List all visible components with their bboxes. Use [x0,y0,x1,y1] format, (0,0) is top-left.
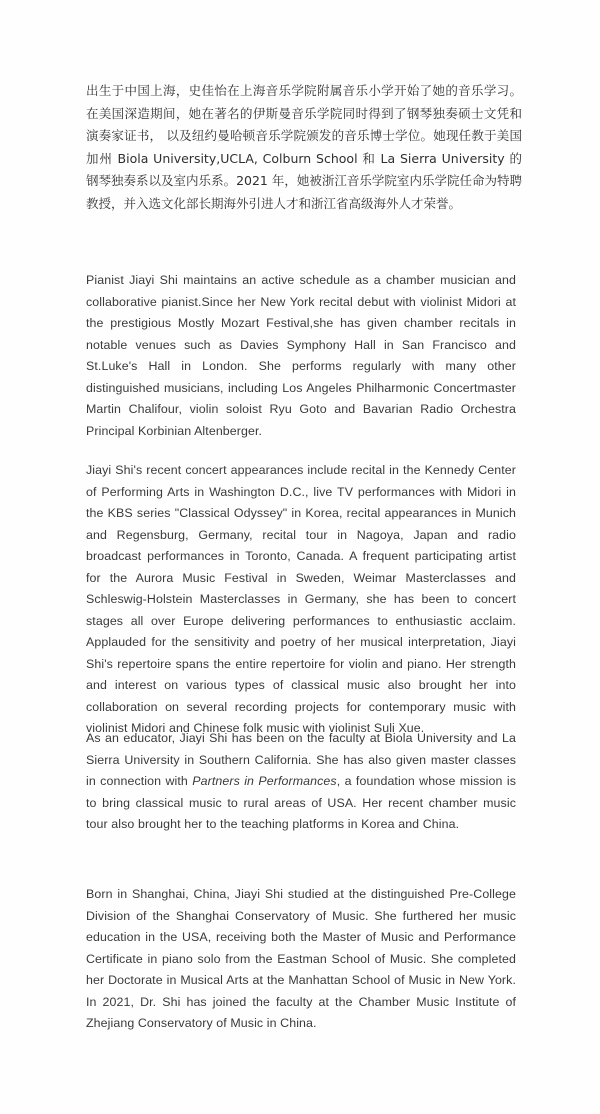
foundation-name: Partners in Performances [192,774,337,788]
english-bio-paragraph-3 [86,728,516,836]
chinese-bio-paragraph: 出生于中国上海，史佳怡在上海音乐学院附属音乐小学开始了她的音乐学习。 在美国深造期间，她在著名的伊斯曼音乐学院同时得到了钢琴独奏硕士文凭和演奏家证书， 以及纽约曼哈顿音乐学院颁发的音乐博士学位。她现任教于美国加州 Biola University,UCLA, Colburn School 和 La Sierra University 的钢琴独奏系以及室内乐系。2021 年，她被浙江音乐学院室内乐学院任命为特聘教授，并入选文化部长期海外引进人才和浙江省高级海外人才荣誉。 [86,83,522,211]
english-bio-paragraph-1: Pianist Jiayi Shi maintains an active schedule as a chamber musician and collaborative pianist.Since her New York recital debut with violinist Midori at the prestigious Mostly Mozart Festival,she has given chamber recitals in notable venues such as Davies Symphony Hall in San Francisco and St.Luke's Hall in London. She performs regularly with many other distinguished musicians, including Los Angeles Philharmonic Concertmaster Martin Chalifour, violin soloist Ryu Goto and Bavarian Radio Orchestra Principal Korbinian Altenberger. [86,273,516,438]
english-bio-paragraph-2: Jiayi Shi's recent concert appearances include recital in the Kennedy Center of Performing Arts in Washington D.C., live TV performances with Midori in the KBS series "Classical Odyssey" in Korea, recital appearances in Munich and Regensburg, Germany, recital tour in Nagoya, Japan and radio broadcast performances in Toronto, Canada. A frequent participating artist for the Aurora Music Festival in Sweden, Weimar Masterclasses and Schleswig-Holstein Masterclasses in Germany, she has been to concert stages all over Europe delivering performances to enthusiastic acclaim. Applauded for the sensitivity and poetry of her musical interpretation, Jiayi Shi's repertoire spans the entire repertoire for violin and piano. Her strength and interest on various types of classical music also brought her into collaboration on several recording projects for contemporary music with violinist Midori and Chinese folk music with violinist Suli Xue. [86,463,516,735]
english-bio-paragraph-4: Born in Shanghai, China, Jiayi Shi studied at the distinguished Pre-College Division of the Shanghai Conservatory of Music. She furthered her music education in the USA, receiving both the Master of Music and Performance Certificate in piano solo from the Eastman School of Music. She completed her Doctorate in Musical Arts at the Manhattan School of Music in New York. In 2021, Dr. Shi has joined the faculty at the Chamber Music Institute of Zhejiang Conservatory of Music in China. [86,887,516,1030]
educator-text-start: As an educator, Jiayi Shi has been on the faculty at Biola University and La Sierra University in Southern California. She has also given master classes in connection with [86,731,516,788]
educator-text-end: , a foundation whose mission is to bring classical music to rural areas of USA. Her recent chamber music tour also brought her to the teaching platforms in Korea and China. [86,774,516,831]
